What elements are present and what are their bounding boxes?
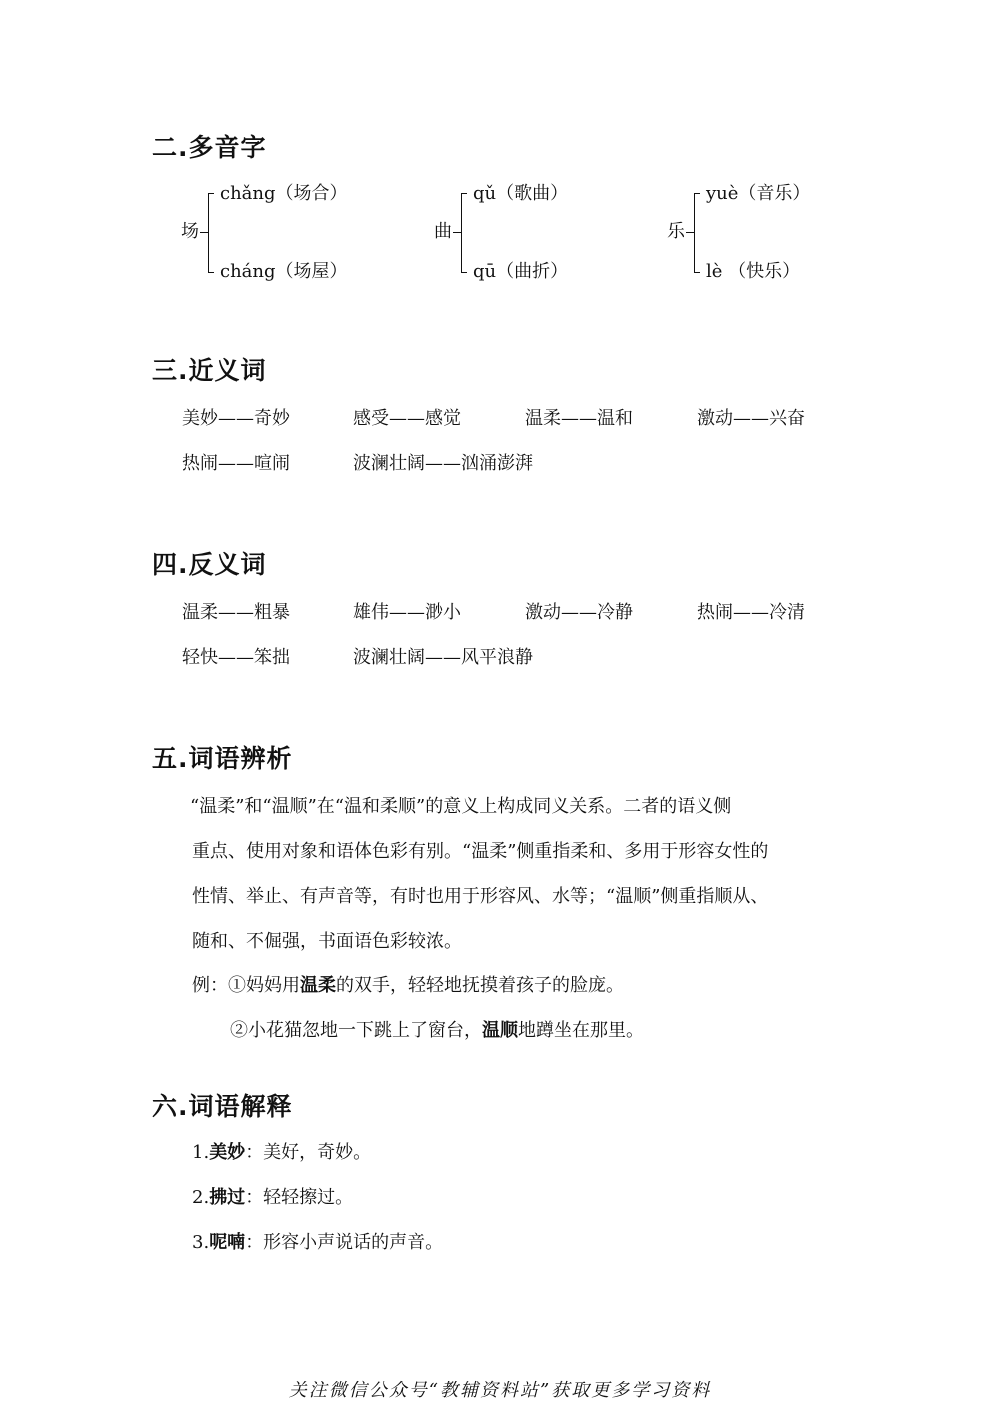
definition-number: 1. (192, 1142, 210, 1163)
bracket-stub (200, 232, 208, 233)
polyphone-reading-bottom: lè （快乐） (706, 261, 801, 282)
example-prefix: ②小花猫忽地一下跳上了窗台， (230, 1020, 482, 1041)
polyphone-char: 场 (181, 221, 199, 242)
example-suffix: 地蹲坐在那里。 (518, 1020, 644, 1041)
definition-term: 呢喃 (209, 1232, 246, 1253)
example-suffix: 的双手，轻轻地抚摸着孩子的脸庞。 (336, 975, 624, 996)
antonym-pair: 波澜壮阔——风平浪静 (353, 647, 533, 668)
antonym-pair: 热闹——冷清 (697, 602, 805, 623)
definition-item (192, 1186, 353, 1210)
antonym-pair: 轻快——笨拙 (182, 647, 290, 668)
example-keyword: 温顺 (482, 1020, 518, 1041)
polyphone-char: 乐 (667, 221, 685, 242)
synonym-pair: 激动——兴奋 (697, 408, 805, 429)
footer-note: 关注微信公众号“教辅资料站”获取更多学习资料 (288, 1380, 712, 1401)
analysis-line: 性情、举止、有声音等，有时也用于形容风、水等；“温顺”侧重指顺从、 (192, 886, 769, 907)
polyphone-reading-bottom: qū（曲折） (473, 261, 569, 282)
definition-text: ：轻轻擦过。 (245, 1187, 354, 1208)
definition-number: 3. (192, 1232, 210, 1253)
definition-item (192, 1231, 443, 1255)
section-title-analysis: 五.词语辨析 (152, 744, 293, 773)
synonym-pair: 波澜壮阔——汹涌澎湃 (353, 453, 533, 474)
antonym-pair: 激动——冷静 (525, 602, 633, 623)
example-prefix: 例：①妈妈用 (192, 975, 300, 996)
analysis-line: 重点、使用对象和语体色彩有别。“温柔”侧重指柔和、多用于形容女性的 (192, 841, 769, 862)
antonym-pair: 雄伟——渺小 (353, 602, 461, 623)
definition-number: 2. (192, 1187, 210, 1208)
bracket-stub (453, 232, 461, 233)
polyphone-reading-top: yuè（音乐） (706, 183, 811, 204)
polyphone-reading-top: chǎng（场合） (220, 183, 348, 204)
antonym-pair: 温柔——粗暴 (182, 602, 290, 623)
analysis-line: “温柔”和“温顺”在“温和柔顺”的意义上构成同义关系。二者的语义侧 (190, 796, 732, 817)
section-title-antonyms: 四.反义词 (152, 550, 267, 579)
example-sentence-1 (192, 974, 624, 998)
bracket (208, 193, 214, 273)
synonym-pair: 温柔——温和 (525, 408, 633, 429)
section-title-definitions: 六.词语解释 (152, 1092, 293, 1121)
definition-text: ：美好，奇妙。 (245, 1142, 372, 1163)
definition-term: 美妙 (209, 1142, 246, 1163)
synonym-pair: 感受——感觉 (353, 408, 461, 429)
analysis-line: 随和、不倔强，书面语色彩较浓。 (192, 931, 462, 952)
polyphone-reading-top: qǔ（歌曲） (473, 183, 569, 204)
section-title-polyphones: 二.多音字 (152, 133, 267, 162)
bracket (694, 193, 700, 273)
synonym-pair: 热闹——喧闹 (182, 453, 290, 474)
example-keyword: 温柔 (300, 975, 336, 996)
polyphone-char: 曲 (434, 221, 452, 242)
synonym-pair: 美妙——奇妙 (182, 408, 290, 429)
polyphone-reading-bottom: cháng（场屋） (220, 261, 348, 282)
section-title-synonyms: 三.近义词 (152, 356, 267, 385)
bracket (461, 193, 467, 273)
definition-text: ：形容小声说话的声音。 (245, 1232, 444, 1253)
definition-item (192, 1141, 371, 1165)
example-sentence-2 (230, 1019, 644, 1043)
bracket-stub (686, 232, 694, 233)
definition-term: 拂过 (209, 1187, 246, 1208)
